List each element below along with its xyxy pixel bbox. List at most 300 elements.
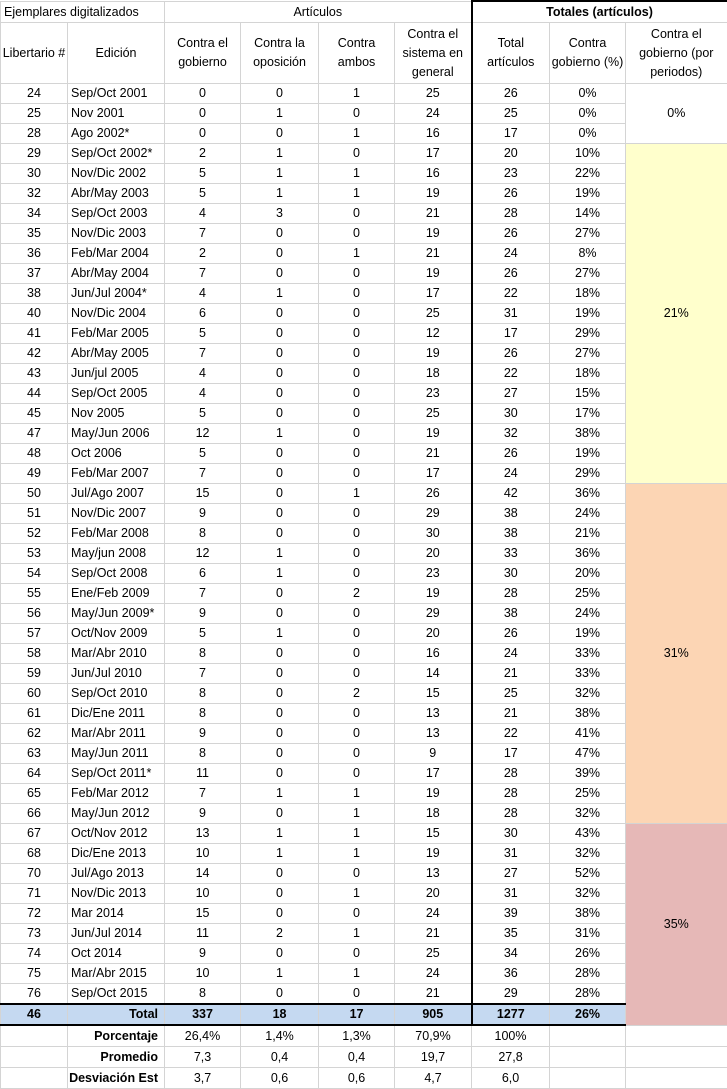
total-ambos: 17 xyxy=(319,1004,395,1025)
cell-oposicion: 0 xyxy=(241,984,319,1005)
cell-pct: 0% xyxy=(550,84,626,104)
cell-sistema: 19 xyxy=(395,264,472,284)
cell-sistema: 25 xyxy=(395,304,472,324)
table-row xyxy=(1,664,727,684)
period-cell: 0% xyxy=(626,84,727,144)
cell-pct: 17% xyxy=(550,404,626,424)
cell-sistema: 19 xyxy=(395,844,472,864)
cell-total: 27 xyxy=(472,864,550,884)
cell-edicion: Sep/Oct 2002* xyxy=(68,144,165,164)
cell-libertario: 40 xyxy=(1,304,68,324)
cell-oposicion: 2 xyxy=(241,924,319,944)
cell-total: 30 xyxy=(472,564,550,584)
period-cell: 31% xyxy=(626,484,727,824)
table-row xyxy=(1,804,727,824)
cell-sistema: 19 xyxy=(395,184,472,204)
cell-gobierno: 9 xyxy=(165,604,241,624)
cell-ambos: 0 xyxy=(319,544,395,564)
cell-oposicion: 0 xyxy=(241,524,319,544)
cell-ambos: 0 xyxy=(319,404,395,424)
cell-libertario: 67 xyxy=(1,824,68,844)
cell-pct: 28% xyxy=(550,964,626,984)
cell-total: 38 xyxy=(472,504,550,524)
stat-value: 0,4 xyxy=(241,1047,319,1068)
cell-ambos: 1 xyxy=(319,184,395,204)
col-gobierno: Contra el gobierno xyxy=(165,23,241,84)
cell-libertario: 28 xyxy=(1,124,68,144)
cell-libertario: 50 xyxy=(1,484,68,504)
cell-oposicion: 1 xyxy=(241,164,319,184)
cell-ambos: 0 xyxy=(319,944,395,964)
cell-oposicion: 0 xyxy=(241,604,319,624)
cell-oposicion: 0 xyxy=(241,484,319,504)
cell-total: 26 xyxy=(472,344,550,364)
cell-oposicion: 0 xyxy=(241,304,319,324)
cell-sistema: 23 xyxy=(395,564,472,584)
table-row xyxy=(1,144,727,164)
period-cell: 21% xyxy=(626,144,727,484)
stat-value: 6,0 xyxy=(472,1068,550,1089)
cell-pct: 10% xyxy=(550,144,626,164)
cell-sistema: 18 xyxy=(395,364,472,384)
table-row xyxy=(1,564,727,584)
cell-gobierno: 7 xyxy=(165,344,241,364)
cell-libertario: 41 xyxy=(1,324,68,344)
cell-sistema: 16 xyxy=(395,124,472,144)
cell-sistema: 21 xyxy=(395,924,472,944)
cell-oposicion: 0 xyxy=(241,124,319,144)
cell-sistema: 21 xyxy=(395,984,472,1005)
cell-pct: 29% xyxy=(550,464,626,484)
cell-total: 34 xyxy=(472,944,550,964)
header-group-row xyxy=(1,1,727,23)
cell-ambos: 0 xyxy=(319,204,395,224)
cell-oposicion: 0 xyxy=(241,704,319,724)
cell-ambos: 0 xyxy=(319,704,395,724)
cell-pct: 19% xyxy=(550,184,626,204)
cell-gobierno: 0 xyxy=(165,124,241,144)
cell-ambos: 0 xyxy=(319,744,395,764)
cell-edicion: Sep/Oct 2003 xyxy=(68,204,165,224)
table-row xyxy=(1,404,727,424)
cell-oposicion: 1 xyxy=(241,784,319,804)
cell-gobierno: 7 xyxy=(165,584,241,604)
cell-ambos: 0 xyxy=(319,604,395,624)
stat-empty xyxy=(550,1047,626,1068)
cell-total: 42 xyxy=(472,484,550,504)
cell-oposicion: 0 xyxy=(241,684,319,704)
table-row xyxy=(1,744,727,764)
cell-pct: 36% xyxy=(550,544,626,564)
cell-oposicion: 0 xyxy=(241,264,319,284)
cell-gobierno: 2 xyxy=(165,144,241,164)
cell-edicion: Feb/Mar 2012 xyxy=(68,784,165,804)
cell-pct: 41% xyxy=(550,724,626,744)
cell-total: 25 xyxy=(472,684,550,704)
cell-gobierno: 15 xyxy=(165,904,241,924)
cell-pct: 28% xyxy=(550,984,626,1005)
col-ambos: Contra ambos xyxy=(319,23,395,84)
table-row xyxy=(1,164,727,184)
total-total: 1277 xyxy=(472,1004,550,1025)
cell-oposicion: 0 xyxy=(241,504,319,524)
cell-edicion: Jun/Jul 2004* xyxy=(68,284,165,304)
cell-gobierno: 9 xyxy=(165,944,241,964)
cell-pct: 21% xyxy=(550,524,626,544)
cell-ambos: 1 xyxy=(319,244,395,264)
cell-sistema: 21 xyxy=(395,444,472,464)
cell-gobierno: 10 xyxy=(165,884,241,904)
cell-sistema: 19 xyxy=(395,584,472,604)
stat-label: Desviación Est xyxy=(68,1068,165,1089)
cell-gobierno: 4 xyxy=(165,204,241,224)
cell-ambos: 0 xyxy=(319,864,395,884)
cell-libertario: 62 xyxy=(1,724,68,744)
cell-oposicion: 0 xyxy=(241,84,319,104)
cell-sistema: 17 xyxy=(395,144,472,164)
cell-libertario: 34 xyxy=(1,204,68,224)
cell-edicion: Feb/Mar 2004 xyxy=(68,244,165,264)
cell-ambos: 0 xyxy=(319,324,395,344)
cell-gobierno: 7 xyxy=(165,464,241,484)
table-row xyxy=(1,504,727,524)
cell-ambos: 1 xyxy=(319,484,395,504)
stat-empty xyxy=(626,1047,727,1068)
cell-total: 27 xyxy=(472,384,550,404)
total-label: Total xyxy=(68,1004,165,1025)
cell-libertario: 59 xyxy=(1,664,68,684)
cell-pct: 36% xyxy=(550,484,626,504)
cell-oposicion: 0 xyxy=(241,864,319,884)
cell-ambos: 0 xyxy=(319,104,395,124)
cell-ambos: 0 xyxy=(319,504,395,524)
cell-sistema: 19 xyxy=(395,344,472,364)
cell-gobierno: 7 xyxy=(165,664,241,684)
cell-libertario: 48 xyxy=(1,444,68,464)
cell-ambos: 1 xyxy=(319,844,395,864)
cell-oposicion: 0 xyxy=(241,464,319,484)
cell-sistema: 23 xyxy=(395,384,472,404)
col-periodo: Contra el gobierno (por periodos) xyxy=(626,23,727,84)
table-row xyxy=(1,884,727,904)
cell-gobierno: 8 xyxy=(165,684,241,704)
cell-ambos: 0 xyxy=(319,624,395,644)
cell-gobierno: 9 xyxy=(165,724,241,744)
cell-gobierno: 5 xyxy=(165,184,241,204)
cell-libertario: 44 xyxy=(1,384,68,404)
cell-libertario: 56 xyxy=(1,604,68,624)
cell-libertario: 42 xyxy=(1,344,68,364)
cell-ambos: 2 xyxy=(319,584,395,604)
cell-ambos: 0 xyxy=(319,284,395,304)
cell-edicion: Oct/Nov 2009 xyxy=(68,624,165,644)
cell-gobierno: 7 xyxy=(165,784,241,804)
table-row xyxy=(1,624,727,644)
cell-gobierno: 8 xyxy=(165,984,241,1005)
cell-gobierno: 0 xyxy=(165,104,241,124)
table-row xyxy=(1,544,727,564)
cell-libertario: 49 xyxy=(1,464,68,484)
cell-ambos: 0 xyxy=(319,264,395,284)
cell-oposicion: 1 xyxy=(241,564,319,584)
cell-edicion: Sep/Oct 2011* xyxy=(68,764,165,784)
cell-libertario: 72 xyxy=(1,904,68,924)
cell-oposicion: 0 xyxy=(241,644,319,664)
cell-sistema: 14 xyxy=(395,664,472,684)
cell-ambos: 0 xyxy=(319,524,395,544)
cell-pct: 18% xyxy=(550,364,626,384)
cell-total: 24 xyxy=(472,644,550,664)
cell-total: 26 xyxy=(472,444,550,464)
cell-sistema: 26 xyxy=(395,484,472,504)
cell-gobierno: 5 xyxy=(165,324,241,344)
cell-pct: 38% xyxy=(550,904,626,924)
col-total: Total artículos xyxy=(472,23,550,84)
stat-value: 7,3 xyxy=(165,1047,241,1068)
cell-libertario: 61 xyxy=(1,704,68,724)
stat-row xyxy=(1,1047,727,1068)
cell-total: 22 xyxy=(472,724,550,744)
cell-total: 26 xyxy=(472,84,550,104)
cell-total: 30 xyxy=(472,824,550,844)
cell-total: 38 xyxy=(472,524,550,544)
cell-edicion: Sep/Oct 2001 xyxy=(68,84,165,104)
cell-libertario: 38 xyxy=(1,284,68,304)
cell-ambos: 0 xyxy=(319,384,395,404)
cell-libertario: 29 xyxy=(1,144,68,164)
group-articulos: Artículos xyxy=(165,1,472,23)
cell-total: 28 xyxy=(472,804,550,824)
cell-pct: 33% xyxy=(550,664,626,684)
stat-row xyxy=(1,1068,727,1089)
period-cell: 35% xyxy=(626,824,727,1026)
cell-sistema: 25 xyxy=(395,404,472,424)
cell-pct: 25% xyxy=(550,584,626,604)
cell-pct: 0% xyxy=(550,104,626,124)
cell-edicion: Nov 2005 xyxy=(68,404,165,424)
cell-pct: 27% xyxy=(550,224,626,244)
header-column-row xyxy=(1,23,727,84)
cell-total: 17 xyxy=(472,324,550,344)
cell-ambos: 0 xyxy=(319,724,395,744)
stat-row xyxy=(1,1025,727,1047)
cell-total: 26 xyxy=(472,184,550,204)
cell-gobierno: 7 xyxy=(165,224,241,244)
cell-sistema: 16 xyxy=(395,644,472,664)
col-edicion: Edición xyxy=(68,23,165,84)
table-row xyxy=(1,944,727,964)
cell-ambos: 0 xyxy=(319,984,395,1005)
cell-gobierno: 8 xyxy=(165,704,241,724)
stat-value: 100% xyxy=(472,1025,550,1047)
cell-total: 31 xyxy=(472,884,550,904)
cell-pct: 39% xyxy=(550,764,626,784)
total-row xyxy=(1,1004,727,1025)
cell-oposicion: 0 xyxy=(241,724,319,744)
cell-total: 38 xyxy=(472,604,550,624)
table-row xyxy=(1,344,727,364)
stat-label: Porcentaje xyxy=(68,1025,165,1047)
cell-libertario: 74 xyxy=(1,944,68,964)
table-row xyxy=(1,384,727,404)
cell-sistema: 29 xyxy=(395,504,472,524)
cell-gobierno: 11 xyxy=(165,924,241,944)
cell-edicion: Mar/Abr 2010 xyxy=(68,644,165,664)
cell-edicion: Mar 2014 xyxy=(68,904,165,924)
cell-gobierno: 12 xyxy=(165,544,241,564)
cell-edicion: Jun/Jul 2014 xyxy=(68,924,165,944)
cell-libertario: 36 xyxy=(1,244,68,264)
cell-total: 28 xyxy=(472,764,550,784)
col-sistema: Contra el sistema en general xyxy=(395,23,472,84)
cell-edicion: Mar/Abr 2015 xyxy=(68,964,165,984)
cell-sistema: 13 xyxy=(395,864,472,884)
cell-edicion: Nov/Dic 2007 xyxy=(68,504,165,524)
cell-edicion: May/Jun 2012 xyxy=(68,804,165,824)
cell-edicion: Mar/Abr 2011 xyxy=(68,724,165,744)
cell-pct: 43% xyxy=(550,824,626,844)
cell-total: 26 xyxy=(472,264,550,284)
cell-total: 36 xyxy=(472,964,550,984)
cell-pct: 38% xyxy=(550,424,626,444)
cell-gobierno: 5 xyxy=(165,164,241,184)
cell-oposicion: 0 xyxy=(241,244,319,264)
cell-edicion: Dic/Ene 2013 xyxy=(68,844,165,864)
cell-pct: 29% xyxy=(550,324,626,344)
cell-sistema: 12 xyxy=(395,324,472,344)
cell-pct: 18% xyxy=(550,284,626,304)
cell-edicion: Abr/May 2004 xyxy=(68,264,165,284)
cell-libertario: 30 xyxy=(1,164,68,184)
cell-pct: 20% xyxy=(550,564,626,584)
cell-pct: 32% xyxy=(550,844,626,864)
col-pct: Contra gobierno (%) xyxy=(550,23,626,84)
table-row xyxy=(1,644,727,664)
stat-value: 0,4 xyxy=(319,1047,395,1068)
cell-sistema: 25 xyxy=(395,84,472,104)
table-row xyxy=(1,224,727,244)
cell-oposicion: 1 xyxy=(241,544,319,564)
cell-pct: 32% xyxy=(550,804,626,824)
cell-total: 28 xyxy=(472,584,550,604)
cell-sistema: 19 xyxy=(395,424,472,444)
cell-total: 28 xyxy=(472,204,550,224)
cell-sistema: 17 xyxy=(395,764,472,784)
cell-sistema: 13 xyxy=(395,724,472,744)
cell-libertario: 75 xyxy=(1,964,68,984)
table-row xyxy=(1,184,727,204)
table-row xyxy=(1,364,727,384)
cell-pct: 19% xyxy=(550,444,626,464)
table-row xyxy=(1,604,727,624)
cell-pct: 14% xyxy=(550,204,626,224)
cell-edicion: Abr/May 2003 xyxy=(68,184,165,204)
cell-ambos: 1 xyxy=(319,924,395,944)
cell-sistema: 9 xyxy=(395,744,472,764)
table-row xyxy=(1,864,727,884)
table-row xyxy=(1,984,727,1005)
cell-total: 21 xyxy=(472,704,550,724)
cell-gobierno: 4 xyxy=(165,364,241,384)
cell-oposicion: 0 xyxy=(241,584,319,604)
cell-ambos: 0 xyxy=(319,464,395,484)
stat-spacer xyxy=(1,1047,68,1068)
cell-oposicion: 1 xyxy=(241,284,319,304)
cell-pct: 0% xyxy=(550,124,626,144)
cell-oposicion: 0 xyxy=(241,884,319,904)
table-row xyxy=(1,784,727,804)
cell-pct: 24% xyxy=(550,504,626,524)
cell-total: 17 xyxy=(472,744,550,764)
cell-edicion: Feb/Mar 2005 xyxy=(68,324,165,344)
stat-value: 27,8 xyxy=(472,1047,550,1068)
cell-pct: 38% xyxy=(550,704,626,724)
cell-edicion: Sep/Oct 2015 xyxy=(68,984,165,1005)
cell-sistema: 15 xyxy=(395,824,472,844)
cell-gobierno: 9 xyxy=(165,504,241,524)
cell-oposicion: 0 xyxy=(241,804,319,824)
cell-sistema: 24 xyxy=(395,904,472,924)
stat-label: Promedio xyxy=(68,1047,165,1068)
cell-libertario: 66 xyxy=(1,804,68,824)
cell-sistema: 20 xyxy=(395,884,472,904)
cell-ambos: 1 xyxy=(319,784,395,804)
cell-gobierno: 15 xyxy=(165,484,241,504)
cell-oposicion: 0 xyxy=(241,664,319,684)
table-row xyxy=(1,704,727,724)
cell-gobierno: 4 xyxy=(165,384,241,404)
cell-ambos: 0 xyxy=(319,424,395,444)
cell-oposicion: 0 xyxy=(241,384,319,404)
total-sistema: 905 xyxy=(395,1004,472,1025)
cell-total: 20 xyxy=(472,144,550,164)
cell-gobierno: 8 xyxy=(165,644,241,664)
cell-oposicion: 1 xyxy=(241,844,319,864)
cell-edicion: Sep/Oct 2008 xyxy=(68,564,165,584)
table-row xyxy=(1,244,727,264)
group-ejemplares: Ejemplares digitalizados xyxy=(1,1,165,23)
stat-value: 70,9% xyxy=(395,1025,472,1047)
cell-edicion: Jul/Ago 2013 xyxy=(68,864,165,884)
cell-total: 21 xyxy=(472,664,550,684)
cell-ambos: 0 xyxy=(319,364,395,384)
cell-ambos: 1 xyxy=(319,164,395,184)
cell-oposicion: 0 xyxy=(241,744,319,764)
cell-sistema: 21 xyxy=(395,244,472,264)
table-row xyxy=(1,84,727,104)
cell-ambos: 0 xyxy=(319,304,395,324)
stat-value: 1,4% xyxy=(241,1025,319,1047)
cell-gobierno: 14 xyxy=(165,864,241,884)
cell-gobierno: 2 xyxy=(165,244,241,264)
cell-edicion: Nov/Dic 2013 xyxy=(68,884,165,904)
cell-edicion: Sep/Oct 2010 xyxy=(68,684,165,704)
table-row xyxy=(1,924,727,944)
cell-oposicion: 0 xyxy=(241,904,319,924)
cell-pct: 27% xyxy=(550,264,626,284)
cell-edicion: Ago 2002* xyxy=(68,124,165,144)
cell-gobierno: 9 xyxy=(165,804,241,824)
cell-total: 22 xyxy=(472,284,550,304)
cell-edicion: Nov 2001 xyxy=(68,104,165,124)
table-row xyxy=(1,584,727,604)
col-oposicion: Contra la oposición xyxy=(241,23,319,84)
cell-oposicion: 1 xyxy=(241,624,319,644)
table-row xyxy=(1,764,727,784)
stat-value: 19,7 xyxy=(395,1047,472,1068)
cell-edicion: Ene/Feb 2009 xyxy=(68,584,165,604)
cell-ambos: 0 xyxy=(319,664,395,684)
